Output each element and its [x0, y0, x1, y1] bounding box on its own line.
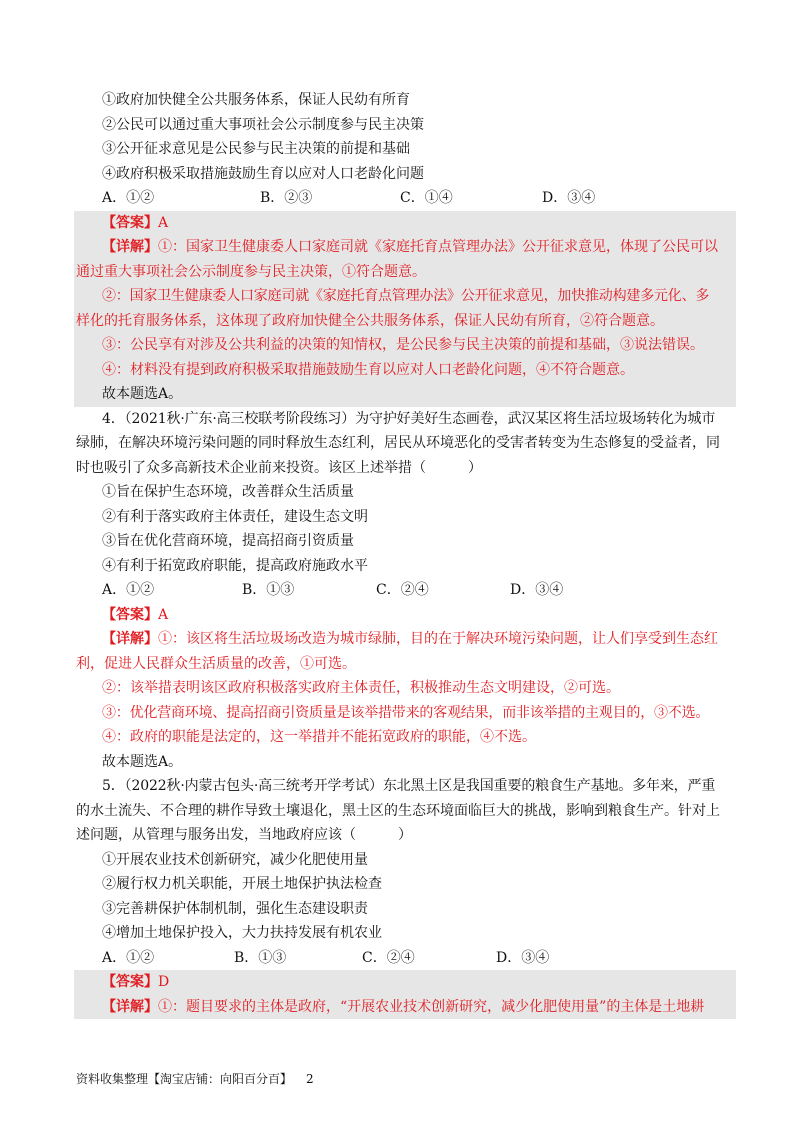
question-4-stem: 绿肺，在解决环境污染问题的同时释放生态红利，居民从环境恶化的受害者转变为生态修复的受益者，同 [76, 435, 720, 451]
choice-b: B．①③ [234, 949, 287, 966]
detail-line: ④：材料没有提到政府积极采取措施鼓励生育以应对人口老龄化问题，④不符合题意。 [102, 361, 634, 378]
question-4-solution [76, 603, 732, 775]
detail-tag: 【详解】 [102, 631, 158, 647]
question-4 [76, 407, 732, 775]
choice-c: C．②④ [376, 582, 429, 598]
question-4-stem: 4．（2021秋·广东·高三校联考阶段练习）为守护好美好生态画卷，武汉某区将生活垃圾场转化为城市 [102, 410, 716, 427]
answer-line [76, 603, 732, 628]
page-number: 2 [306, 1072, 314, 1086]
option-4: ④政府积极采取措施鼓励生育以应对人口老龄化问题 [102, 165, 424, 182]
option-3: ③公开征求意见是公民参与民主决策的前提和基础 [102, 141, 410, 157]
detail-conclusion: 故本题选A。 [102, 386, 183, 402]
option-3: ③旨在优化营商环境，提高招商引资质量 [102, 533, 354, 549]
choice-a: A．①② [102, 582, 155, 598]
detail-line: 通过重大事项社会公示制度参与民主决策，①符合题意。 [76, 263, 426, 280]
answer-value: A [158, 214, 169, 231]
detail-tag: 【详解】 [102, 998, 158, 1015]
question-3-options [76, 88, 732, 186]
detail-text: ①：该区将生活垃圾场改造为城市绿肺，目的在于解决环境污染问题，让人们享受到生态红 [158, 631, 718, 647]
option-1: ①政府加快健全公共服务体系，保证人民幼有所育 [102, 92, 410, 108]
detail-line: ②：国家卫生健康委人口家庭司就《家庭托育点管理办法》公开征求意见，加快推动构建多元化、多 [102, 288, 710, 304]
option-3: ③完善耕保护体制机制，强化生态建设职责 [102, 900, 368, 917]
option-4: ④有利于拓宽政府职能，提高政府施政水平 [102, 557, 368, 574]
question-5-stem: 述问题，从管理与服务出发，当地政府应该（ ） [76, 827, 412, 843]
choice-d: D．③④ [542, 190, 596, 206]
question-5-stem: 的水土流失、不合理的耕作导致土壤退化，黑土区的生态环境面临巨大的挑战，影响到粮食生产。针对上 [76, 802, 720, 819]
choice-a: A．①② [102, 949, 155, 966]
detail-conclusion: 故本题选A。 [102, 753, 183, 770]
detail-line: 利，促进人民群众生活质量的改善，①可选。 [76, 655, 356, 672]
choice-b: B．①③ [242, 582, 295, 598]
choice-c: C．①④ [400, 190, 453, 206]
detail-tag: 【详解】 [102, 239, 158, 255]
detail-line [76, 235, 732, 260]
question-4-stem: 时也吸引了众多高新技术企业前来投资。该区上述举措（ ） [76, 459, 482, 476]
answer-line [76, 211, 732, 236]
page-footer [76, 1070, 314, 1087]
detail-text: ①：题目要求的主体是政府，“开展农业技术创新研究，减少化肥使用量”的主体是土地耕 [158, 998, 705, 1015]
option-2: ②履行权力机关职能，开展土地保护执法检查 [102, 876, 382, 892]
choice-b: B．②③ [260, 190, 313, 206]
detail-line: ③：公民享有对涉及公共利益的决策的知情权，是公民参与民主决策的前提和基础，③说法错误。 [102, 337, 704, 353]
answer-value: A [158, 606, 169, 623]
footer-text: 资料收集整理【淘宝店铺：向阳百分百】 [76, 1072, 293, 1086]
option-2: ②有利于落实政府主体责任，建设生态文明 [102, 508, 368, 525]
question-3-solution [74, 211, 736, 407]
detail-text: ①：国家卫生健康委人口家庭司就《家庭托育点管理办法》公开征求意见，体现了公民可以 [158, 239, 718, 255]
choice-c: C．②④ [362, 949, 415, 966]
question-5-stem: 5．（2022秋·内蒙古包头·高三统考开学考试）东北黑土区是我国重要的粮食生产基地。多年来，严重 [102, 778, 716, 794]
option-4: ④增加土地保护投入，大力扶持发展有机农业 [102, 925, 382, 941]
detail-line: ②：该举措表明该区政府积极落实政府主体责任，积极推动生态文明建设，②可选。 [102, 680, 620, 696]
detail-line: 样化的托育服务体系，这体现了政府加快健全公共服务体系，保证人民幼有所育，②符合题意。 [76, 312, 664, 329]
question-4-choices [76, 578, 732, 603]
answer-value: D [158, 974, 170, 990]
option-1: ①旨在保护生态环境，改善群众生活质量 [102, 484, 354, 500]
question-5-choices [76, 946, 732, 971]
choice-a: A．①② [102, 190, 155, 206]
question-5-solution [74, 970, 736, 1019]
detail-line: ③：优化营商环境、提高招商引资质量是该举措带来的客观结果，而非该举措的主观目的，③不选。 [102, 704, 710, 721]
question-3-choices [76, 186, 732, 211]
answer-tag: 【答案】 [102, 606, 158, 623]
choice-d: D．③④ [510, 582, 564, 598]
option-2: ②公民可以通过重大事项社会公示制度参与民主决策 [102, 116, 424, 133]
option-1: ①开展农业技术创新研究，减少化肥使用量 [102, 851, 368, 868]
question-5 [76, 774, 732, 1019]
answer-tag: 【答案】 [102, 974, 158, 990]
detail-line [76, 995, 732, 1020]
document-page [76, 88, 732, 1019]
detail-line [76, 627, 732, 652]
answer-line [76, 970, 732, 995]
answer-tag: 【答案】 [102, 214, 158, 231]
choice-d: D．③④ [496, 949, 550, 966]
detail-line: ④：政府的职能是法定的，这一举措并不能拓宽政府的职能，④不选。 [102, 729, 536, 745]
